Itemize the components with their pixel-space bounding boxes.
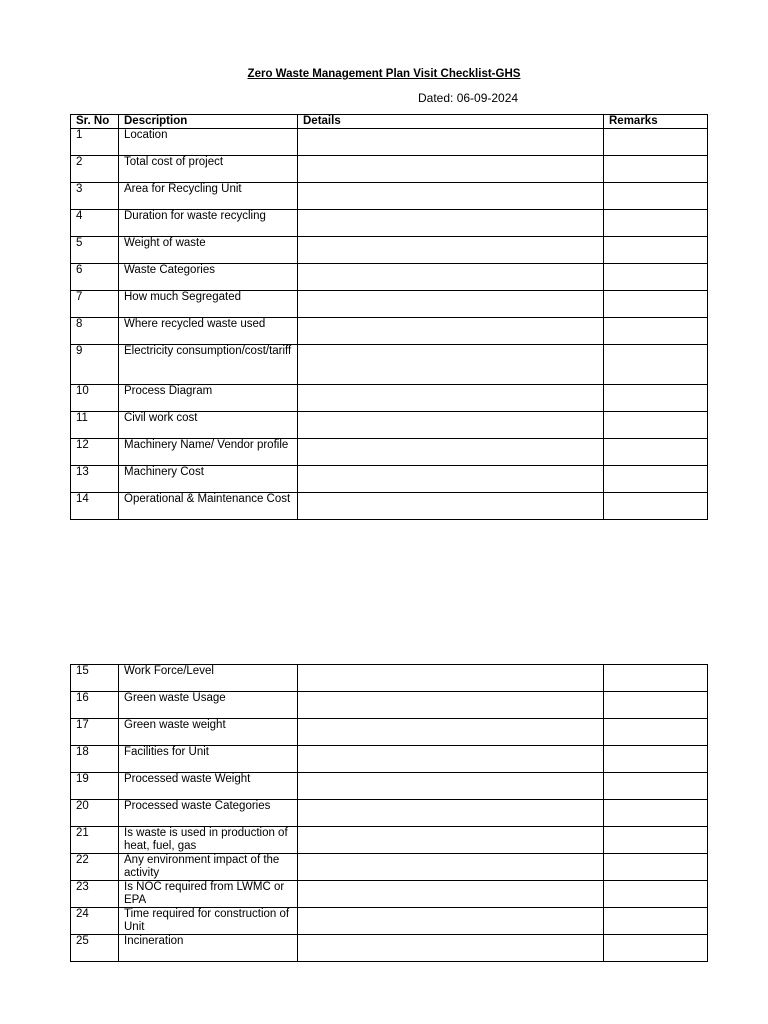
table-row xyxy=(71,493,708,520)
remarks-cell[interactable] xyxy=(604,746,708,773)
details-cell[interactable] xyxy=(298,692,604,719)
sr-no-cell: 25 xyxy=(71,935,119,962)
table-row xyxy=(71,412,708,439)
sr-no-cell: 24 xyxy=(71,908,119,935)
details-cell[interactable] xyxy=(298,908,604,935)
remarks-cell[interactable] xyxy=(604,129,708,156)
description-cell: Location xyxy=(119,129,298,156)
description-cell: Time required for construction of Unit xyxy=(119,908,298,935)
remarks-cell[interactable] xyxy=(604,291,708,318)
description-cell: Machinery Name/ Vendor profile xyxy=(119,439,298,466)
sr-no-cell: 17 xyxy=(71,719,119,746)
description-cell: Total cost of project xyxy=(119,156,298,183)
header-description: Description xyxy=(119,115,298,129)
table-row xyxy=(71,800,708,827)
details-cell[interactable] xyxy=(298,291,604,318)
sr-no-cell: 7 xyxy=(71,291,119,318)
table-row xyxy=(71,385,708,412)
sr-no-cell: 4 xyxy=(71,210,119,237)
details-cell[interactable] xyxy=(298,466,604,493)
details-cell[interactable] xyxy=(298,129,604,156)
sr-no-cell: 9 xyxy=(71,345,119,385)
sr-no-cell: 20 xyxy=(71,800,119,827)
details-cell[interactable] xyxy=(298,264,604,291)
description-cell: Green waste Usage xyxy=(119,692,298,719)
description-cell: Work Force/Level xyxy=(119,665,298,692)
details-cell[interactable] xyxy=(298,827,604,854)
remarks-cell[interactable] xyxy=(604,439,708,466)
description-cell: Where recycled waste used xyxy=(119,318,298,345)
description-cell: Is NOC required from LWMC or EPA xyxy=(119,881,298,908)
details-cell[interactable] xyxy=(298,210,604,237)
table-row xyxy=(71,291,708,318)
description-cell: Incineration xyxy=(119,935,298,962)
remarks-cell[interactable] xyxy=(604,719,708,746)
table-row xyxy=(71,439,708,466)
checklist-table-1 xyxy=(70,114,708,520)
sr-no-cell: 16 xyxy=(71,692,119,719)
remarks-cell[interactable] xyxy=(604,773,708,800)
table-header-row xyxy=(71,115,708,129)
sr-no-cell: 8 xyxy=(71,318,119,345)
description-cell: How much Segregated xyxy=(119,291,298,318)
sr-no-cell: 18 xyxy=(71,746,119,773)
sr-no-cell: 22 xyxy=(71,854,119,881)
table-row xyxy=(71,719,708,746)
table-row xyxy=(71,264,708,291)
details-cell[interactable] xyxy=(298,345,604,385)
remarks-cell[interactable] xyxy=(604,264,708,291)
details-cell[interactable] xyxy=(298,385,604,412)
remarks-cell[interactable] xyxy=(604,827,708,854)
table-row xyxy=(71,746,708,773)
sr-no-cell: 2 xyxy=(71,156,119,183)
table-row xyxy=(71,183,708,210)
table-row xyxy=(71,908,708,935)
description-cell: Is waste is used in production of heat, fuel, gas xyxy=(119,827,298,854)
details-cell[interactable] xyxy=(298,719,604,746)
details-cell[interactable] xyxy=(298,412,604,439)
remarks-cell[interactable] xyxy=(604,183,708,210)
table-row xyxy=(71,129,708,156)
description-cell: Process Diagram xyxy=(119,385,298,412)
table-row xyxy=(71,665,708,692)
details-cell[interactable] xyxy=(298,156,604,183)
remarks-cell[interactable] xyxy=(604,854,708,881)
header-sr-no: Sr. No xyxy=(71,115,119,129)
sr-no-cell: 3 xyxy=(71,183,119,210)
description-cell: Operational & Maintenance Cost xyxy=(119,493,298,520)
header-details: Details xyxy=(298,115,604,129)
sr-no-cell: 23 xyxy=(71,881,119,908)
remarks-cell[interactable] xyxy=(604,156,708,183)
sr-no-cell: 14 xyxy=(71,493,119,520)
remarks-cell[interactable] xyxy=(604,385,708,412)
remarks-cell[interactable] xyxy=(604,692,708,719)
details-cell[interactable] xyxy=(298,439,604,466)
description-cell: Processed waste Categories xyxy=(119,800,298,827)
description-cell: Weight of waste xyxy=(119,237,298,264)
table-row xyxy=(71,318,708,345)
remarks-cell[interactable] xyxy=(604,237,708,264)
table-row xyxy=(71,692,708,719)
table-row xyxy=(71,466,708,493)
remarks-cell[interactable] xyxy=(604,345,708,385)
description-cell: Duration for waste recycling xyxy=(119,210,298,237)
description-cell: Electricity consumption/cost/tariff xyxy=(119,345,298,385)
remarks-cell[interactable] xyxy=(604,800,708,827)
sr-no-cell: 15 xyxy=(71,665,119,692)
sr-no-cell: 5 xyxy=(71,237,119,264)
table-row xyxy=(71,345,708,385)
details-cell[interactable] xyxy=(298,183,604,210)
table-row xyxy=(71,827,708,854)
sr-no-cell: 1 xyxy=(71,129,119,156)
sr-no-cell: 12 xyxy=(71,439,119,466)
sr-no-cell: 11 xyxy=(71,412,119,439)
table-row xyxy=(71,156,708,183)
details-cell[interactable] xyxy=(298,935,604,962)
description-cell: Processed waste Weight xyxy=(119,773,298,800)
document-date: Dated: 06-09-2024 xyxy=(418,91,519,105)
checklist-table-2 xyxy=(70,664,708,962)
remarks-cell[interactable] xyxy=(604,493,708,520)
sr-no-cell: 10 xyxy=(71,385,119,412)
sr-no-cell: 6 xyxy=(71,264,119,291)
remarks-cell[interactable] xyxy=(604,935,708,962)
sr-no-cell: 13 xyxy=(71,466,119,493)
remarks-cell[interactable] xyxy=(604,466,708,493)
remarks-cell[interactable] xyxy=(604,881,708,908)
details-cell[interactable] xyxy=(298,881,604,908)
table-row xyxy=(71,237,708,264)
table-row xyxy=(71,935,708,962)
details-cell[interactable] xyxy=(298,493,604,520)
document-title: Zero Waste Management Plan Visit Checklist-GHS xyxy=(247,68,521,80)
details-cell[interactable] xyxy=(298,237,604,264)
sr-no-cell: 19 xyxy=(71,773,119,800)
remarks-cell[interactable] xyxy=(604,210,708,237)
remarks-cell[interactable] xyxy=(604,908,708,935)
description-cell: Machinery Cost xyxy=(119,466,298,493)
remarks-cell[interactable] xyxy=(604,318,708,345)
remarks-cell[interactable] xyxy=(604,412,708,439)
table-row xyxy=(71,881,708,908)
table-row xyxy=(71,210,708,237)
details-cell[interactable] xyxy=(298,746,604,773)
details-cell[interactable] xyxy=(298,800,604,827)
details-cell[interactable] xyxy=(298,854,604,881)
remarks-cell[interactable] xyxy=(604,665,708,692)
table-row xyxy=(71,773,708,800)
details-cell[interactable] xyxy=(298,318,604,345)
table-row xyxy=(71,854,708,881)
description-cell: Waste Categories xyxy=(119,264,298,291)
details-cell[interactable] xyxy=(298,773,604,800)
description-cell: Area for Recycling Unit xyxy=(119,183,298,210)
description-cell: Facilities for Unit xyxy=(119,746,298,773)
description-cell: Civil work cost xyxy=(119,412,298,439)
description-cell: Green waste weight xyxy=(119,719,298,746)
details-cell[interactable] xyxy=(298,665,604,692)
description-cell: Any environment impact of the activity xyxy=(119,854,298,881)
sr-no-cell: 21 xyxy=(71,827,119,854)
header-remarks: Remarks xyxy=(604,115,708,129)
